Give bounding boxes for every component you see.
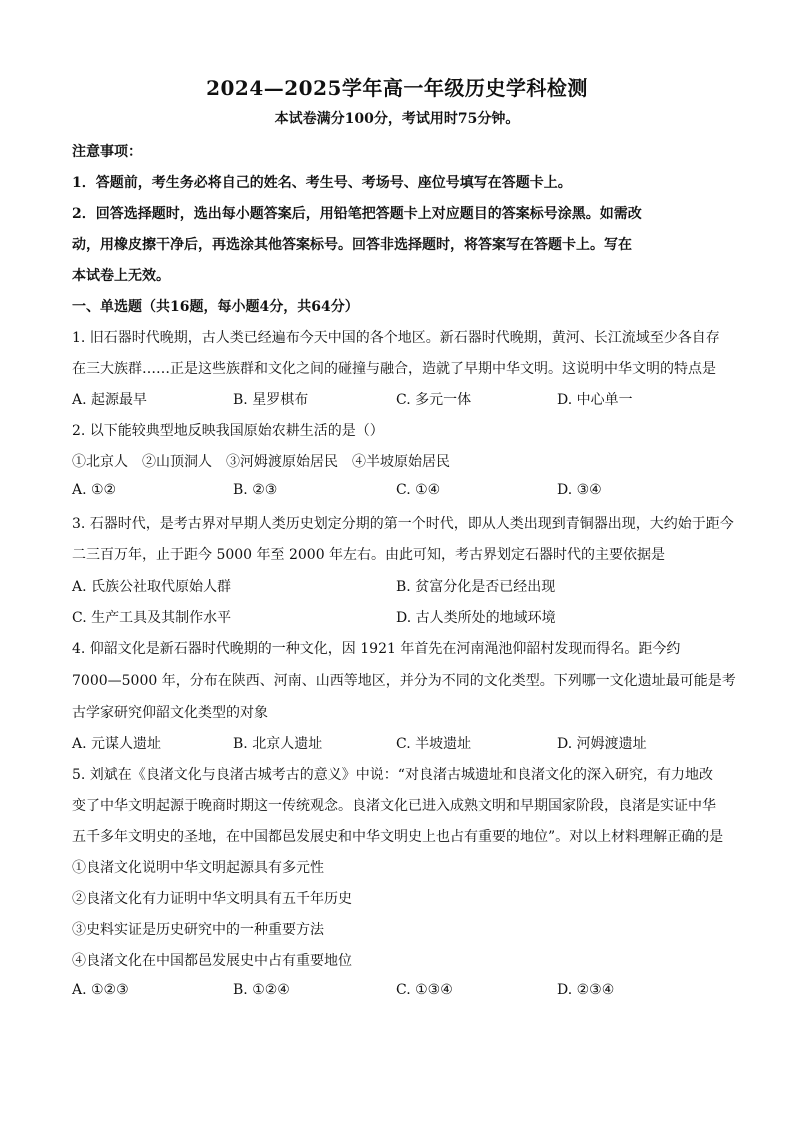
q1-option-a: A. 起源最早 — [72, 392, 148, 408]
exam-title: 2024—2025学年高一年级历史学科检测 — [206, 76, 588, 100]
q1-stem-line-1: 1. 旧石器时代晚期，古人类已经遍布今天中国的各个地区。新石器时代晚期，黄河、长江流域至少各自存 — [72, 330, 720, 346]
q5-statement-1: ①良渚文化说明中华文明起源具有多元性 — [72, 860, 324, 876]
q2-stem: 2. 以下能较典型地反映我国原始农耕生活的是（） — [72, 423, 384, 439]
q3-option-d: D. 古人类所处的地域环境 — [396, 610, 556, 626]
q2-items: ①北京人 ②山顶洞人 ③河姆渡原始居民 ④半坡原始居民 — [72, 454, 450, 470]
note-1: 1．答题前，考生务必将自己的姓名、考生号、考场号、座位号填写在答题卡上。 — [72, 175, 572, 191]
q4-option-d: D. 河姆渡遗址 — [557, 736, 647, 752]
q5-statement-4: ④良渚文化在中国都邑发展史中占有重要地位 — [72, 953, 352, 969]
q1-option-c: C. 多元一体 — [396, 392, 472, 408]
q3-stem-line-2: 二三百万年，止于距今 5000 年至 2000 年左右。由此可知，考古界划定石器时代的主要依据是 — [72, 547, 666, 563]
q2-option-d: D. ③④ — [557, 482, 602, 498]
q4-stem-line-3: 古学家研究仰韶文化类型的对象 — [72, 705, 268, 721]
note-2-line-2: 动，用橡皮擦干净后，再选涂其他答案标号。回答非选择题时，将答案写在答题卡上。写在 — [72, 237, 632, 253]
q5-statement-2: ②良渚文化有力证明中华文明具有五千年历史 — [72, 891, 352, 907]
q5-option-c: C. ①③④ — [396, 982, 453, 998]
q5-stem-line-2: 变了中华文明起源于晚商时期这一传统观念。良渚文化已进入成熟文明和早期国家阶段，良渚是实证中华 — [72, 798, 716, 814]
q2-option-a: A. ①② — [72, 482, 117, 498]
q2-option-b: B. ②③ — [233, 482, 278, 498]
q3-option-a: A. 氏族公社取代原始人群 — [72, 579, 232, 595]
q4-option-a: A. 元谋人遗址 — [72, 736, 162, 752]
q4-stem-line-1: 4. 仰韶文化是新石器时代晚期的一种文化，因 1921 年首先在河南渑池仰韶村发现而得名。距今约 — [72, 641, 681, 657]
note-2-line-1: 2．回答选择题时，选出每小题答案后，用铅笔把答题卡上对应题目的答案标号涂黑。如需改 — [72, 206, 642, 222]
q1-option-d: D. 中心单一 — [557, 392, 633, 408]
q2-option-c: C. ①④ — [396, 482, 441, 498]
q5-stem-line-3: 五千多年文明史的圣地，在中国都邑发展史和中华文明史上也占有重要的地位”。对以上材料理解正确的是 — [72, 829, 724, 845]
q5-option-b: B. ①②④ — [233, 982, 290, 998]
q1-stem-line-2: 在三大族群……正是这些族群和文化之间的碰撞与融合，造就了早期中华文明。这说明中华文明的特点是 — [72, 361, 716, 377]
q4-option-c: C. 半坡遗址 — [396, 736, 472, 752]
q5-option-a: A. ①②③ — [72, 982, 129, 998]
q3-option-c: C. 生产工具及其制作水平 — [72, 610, 232, 626]
section-heading: 一、单选题（共16题，每小题4分，共64分） — [72, 299, 359, 315]
q5-stem-line-1: 5. 刘斌在《良渚文化与良渚古城考古的意义》中说：“对良渚古城遗址和良渚文化的深入研究，有力地改 — [72, 767, 713, 783]
q4-option-b: B. 北京人遗址 — [233, 736, 323, 752]
q3-option-b: B. 贫富分化是否已经出现 — [396, 579, 556, 595]
notes-heading: 注意事项： — [72, 144, 142, 160]
note-2-line-3: 本试卷上无效。 — [72, 268, 170, 284]
q4-stem-line-2: 7000—5000 年，分布在陕西、河南、山西等地区，并分为不同的文化类型。下列哪一文化遗址最可能是考 — [72, 673, 736, 689]
q1-option-b: B. 星罗棋布 — [233, 392, 309, 408]
q5-statement-3: ③史料实证是历史研究中的一种重要方法 — [72, 922, 324, 938]
q5-option-d: D. ②③④ — [557, 982, 615, 998]
q3-stem-line-1: 3. 石器时代，是考古界对早期人类历史划定分期的第一个时代，即从人类出现到青铜器出现，大约始于距今 — [72, 516, 734, 532]
exam-subtitle: 本试卷满分100分，考试用时75分钟。 — [274, 111, 520, 127]
